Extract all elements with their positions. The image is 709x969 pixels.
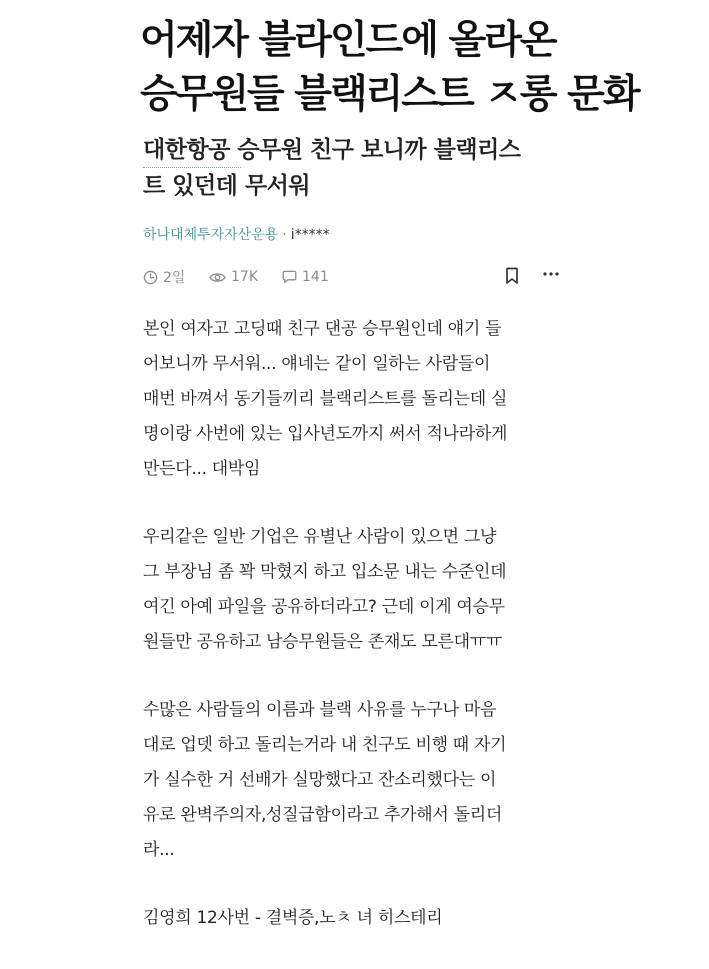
headline	[140, 14, 700, 122]
paragraph-3	[143, 693, 573, 868]
author-company[interactable]: 하나대체투자자산운용	[143, 227, 279, 243]
title-underline	[143, 167, 241, 168]
stat-comments[interactable]	[282, 266, 329, 288]
text-line: 본인 여자고 고딩때 친구 댄공 승무원인데 얘기 들	[143, 319, 502, 339]
text-line: 원들만 공유하고 남승무원들은 존재도 모른대ㅠㅠ	[143, 632, 502, 652]
text-line: 유로 완벽주의자,성질급함이라고 추가해서 돌리더	[143, 805, 502, 825]
text-line: 라...	[143, 840, 175, 860]
stat-views	[209, 266, 258, 288]
text-line: 김영희 12사번 - 결벽증,노ㅊ 녀 히스테리	[143, 908, 443, 928]
post-stats	[143, 266, 563, 288]
comments-value: 141	[302, 269, 329, 285]
text-line: 가 실수한 거 선배가 실망했다고 잔소리했다는 이	[143, 770, 497, 790]
text-line: 그 부장님 좀 꽉 막혔지 하고 입소문 내는 수준인데	[143, 562, 507, 582]
text-line: 여긴 아예 파일을 공유하더라고? 근데 이게 여승무	[143, 597, 505, 617]
eye-icon	[209, 271, 226, 284]
text-line: 명이랑 사번에 있는 입사년도까지 써서 적나라하게	[143, 424, 508, 444]
more-button[interactable]	[540, 266, 562, 282]
post-title	[143, 132, 583, 204]
paragraph-2	[143, 520, 573, 660]
text-line: 만든다... 대박임	[143, 459, 261, 479]
text-line: 대로 업뎃 하고 돌리는거라 내 친구도 비행 때 자기	[143, 735, 507, 755]
text-line: 우리같은 일반 기업은 유별난 사람이 있으면 그냥	[143, 527, 497, 547]
headline-line-2: 승무원들 블랙리스트 ㅈ롱 문화	[140, 72, 639, 117]
paragraph-4	[143, 901, 573, 936]
speech-bubble-icon	[282, 270, 297, 284]
headline-line-1: 어제자 블라인드에 올라온	[140, 18, 556, 63]
post-title-line-2: 트 있던데 무서워	[143, 173, 311, 199]
views-value: 17K	[231, 269, 258, 285]
text-line: 수많은 사람들의 이름과 블랙 사유를 누구나 마음	[143, 700, 497, 720]
clock-icon	[143, 270, 158, 285]
text-line: 매번 바껴서 동기들끼리 블랙리스트를 돌리는데 실	[143, 389, 508, 409]
author-row	[143, 226, 330, 244]
time-value: 2일	[163, 270, 186, 286]
author-nickname[interactable]: i*****	[290, 227, 330, 243]
text-line: 어보니까 무서워... 얘네는 같이 일하는 사람들이	[143, 354, 491, 374]
more-dots-icon	[542, 271, 560, 277]
post-body	[143, 312, 573, 969]
bookmark-button[interactable]	[502, 266, 522, 286]
paragraph-1	[143, 312, 573, 487]
author-separator: ·	[282, 227, 287, 243]
stat-time	[143, 266, 185, 288]
bookmark-icon	[505, 267, 519, 285]
post-title-line-1: 대한항공 승무원 친구 보니까 블랙리스	[143, 137, 521, 163]
